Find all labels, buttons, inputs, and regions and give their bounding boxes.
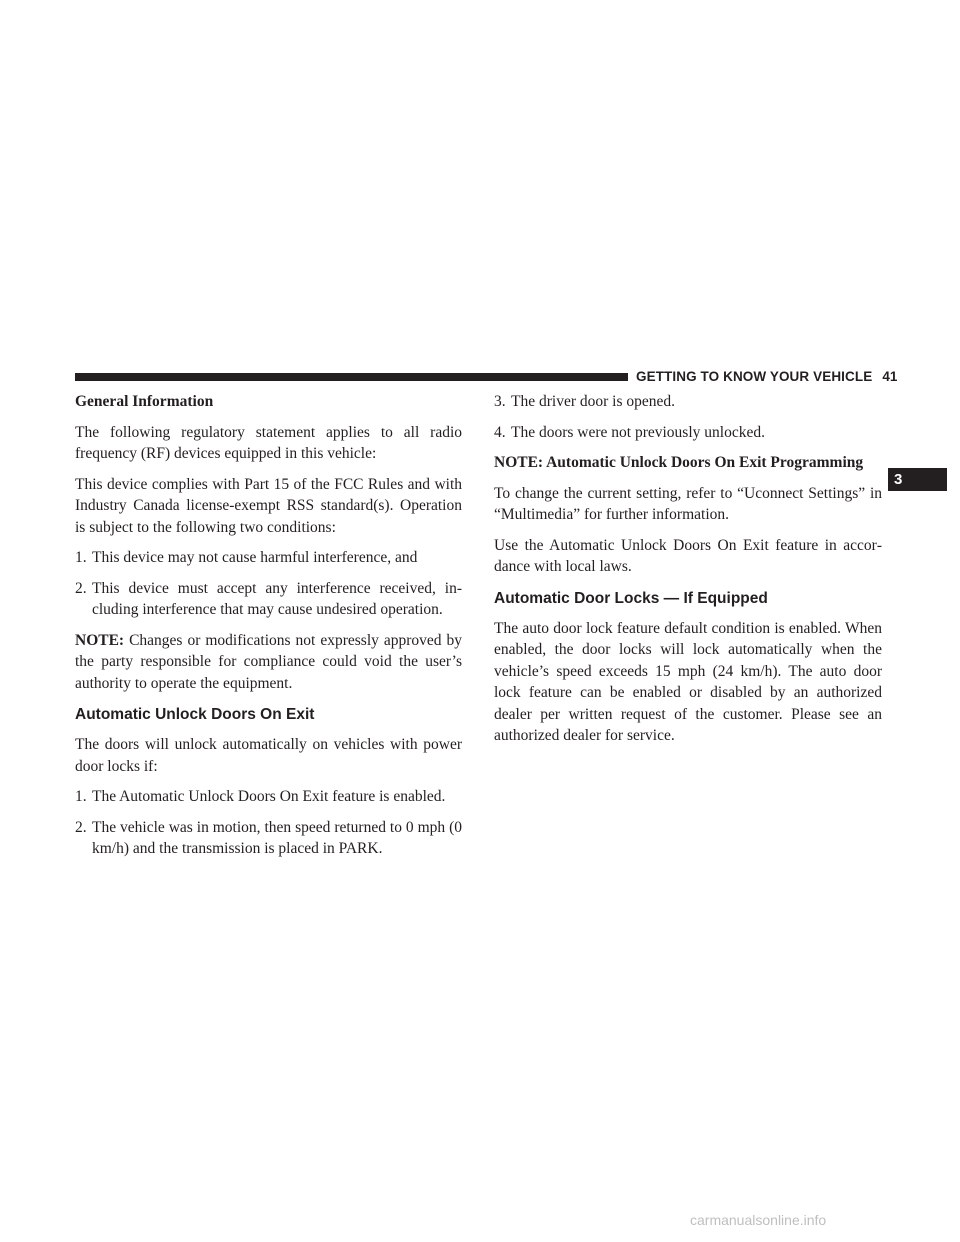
list-number: 2.: [75, 818, 87, 836]
list-number: 3.: [494, 393, 506, 410]
note-paragraph: [75, 630, 462, 695]
section-title: GETTING TO KNOW YOUR VEHICLE: [636, 369, 873, 384]
list-number: 1.: [75, 788, 87, 805]
paragraph: This device complies with Part 15 of the FCC Rules and with Industry Canada license-exempt RSS standard(s). Operation is subject to the following two conditions:: [75, 475, 462, 536]
page-number: 41: [882, 369, 898, 384]
note-text: Changes or modifications not expressly approved by the party responsible for compliance could void the user’s authority to operate the equipment.: [75, 631, 463, 692]
list-text: This device must accept any interference received, including interference that may cause undesired operation.: [92, 579, 462, 618]
left-column: [75, 391, 462, 869]
header-rule: [75, 373, 628, 381]
list-number: 1.: [75, 549, 87, 566]
list-item: [75, 786, 462, 808]
paragraph: To change the current setting, refer to “Uconnect Settings” in “Multimedia” for further information.: [494, 484, 882, 523]
list-item: [494, 422, 882, 444]
note-heading: NOTE: Automatic Unlock Doors On Exit Programming: [494, 454, 864, 471]
running-header: [636, 369, 898, 385]
list-number: 2.: [75, 579, 87, 597]
list-text: The vehicle was in motion, then speed returned to 0 mph (0 km/h) and the transmission is placed in PARK.: [92, 818, 462, 857]
note-label: NOTE:: [75, 631, 125, 649]
list-text: The doors were not previously unlocked.: [511, 423, 765, 441]
list-item: [75, 578, 462, 621]
list-text: This device may not cause harmful interference, and: [92, 549, 418, 566]
list-text: The Automatic Unlock Doors On Exit feature is enabled.: [92, 788, 446, 805]
heading-automatic-unlock: Automatic Unlock Doors On Exit: [75, 706, 315, 723]
right-column: [494, 391, 882, 756]
list-text: The driver door is opened.: [511, 393, 675, 410]
heading-automatic-door-locks: Automatic Door Locks — If Equipped: [494, 589, 768, 607]
list-number: 4.: [494, 423, 506, 441]
heading-general-information: General Information: [75, 393, 214, 410]
list-item: [75, 547, 462, 569]
paragraph: The doors will unlock automatically on vehicles with power door locks if:: [75, 736, 462, 775]
paragraph: The following regulatory statement applies to all radio frequency (RF) devices equipped in this vehicle:: [75, 423, 462, 462]
list-item: [494, 391, 882, 413]
list-item: [75, 817, 462, 860]
paragraph: The auto door lock feature default condition is enabled. When enabled, the door locks will lock automatically when the vehicle’s speed exceeds 15 mph (24 km/h). The auto door lock feature can be enabled or disabled by an authorized dealer per written request of the customer. Please see an authorized dealer for service.: [494, 619, 882, 744]
paragraph: Use the Automatic Unlock Doors On Exit feature in accordance with local laws.: [494, 536, 882, 575]
watermark-logo: carmanualsonline.info: [690, 1212, 827, 1228]
chapter-tab: 3: [888, 468, 947, 491]
